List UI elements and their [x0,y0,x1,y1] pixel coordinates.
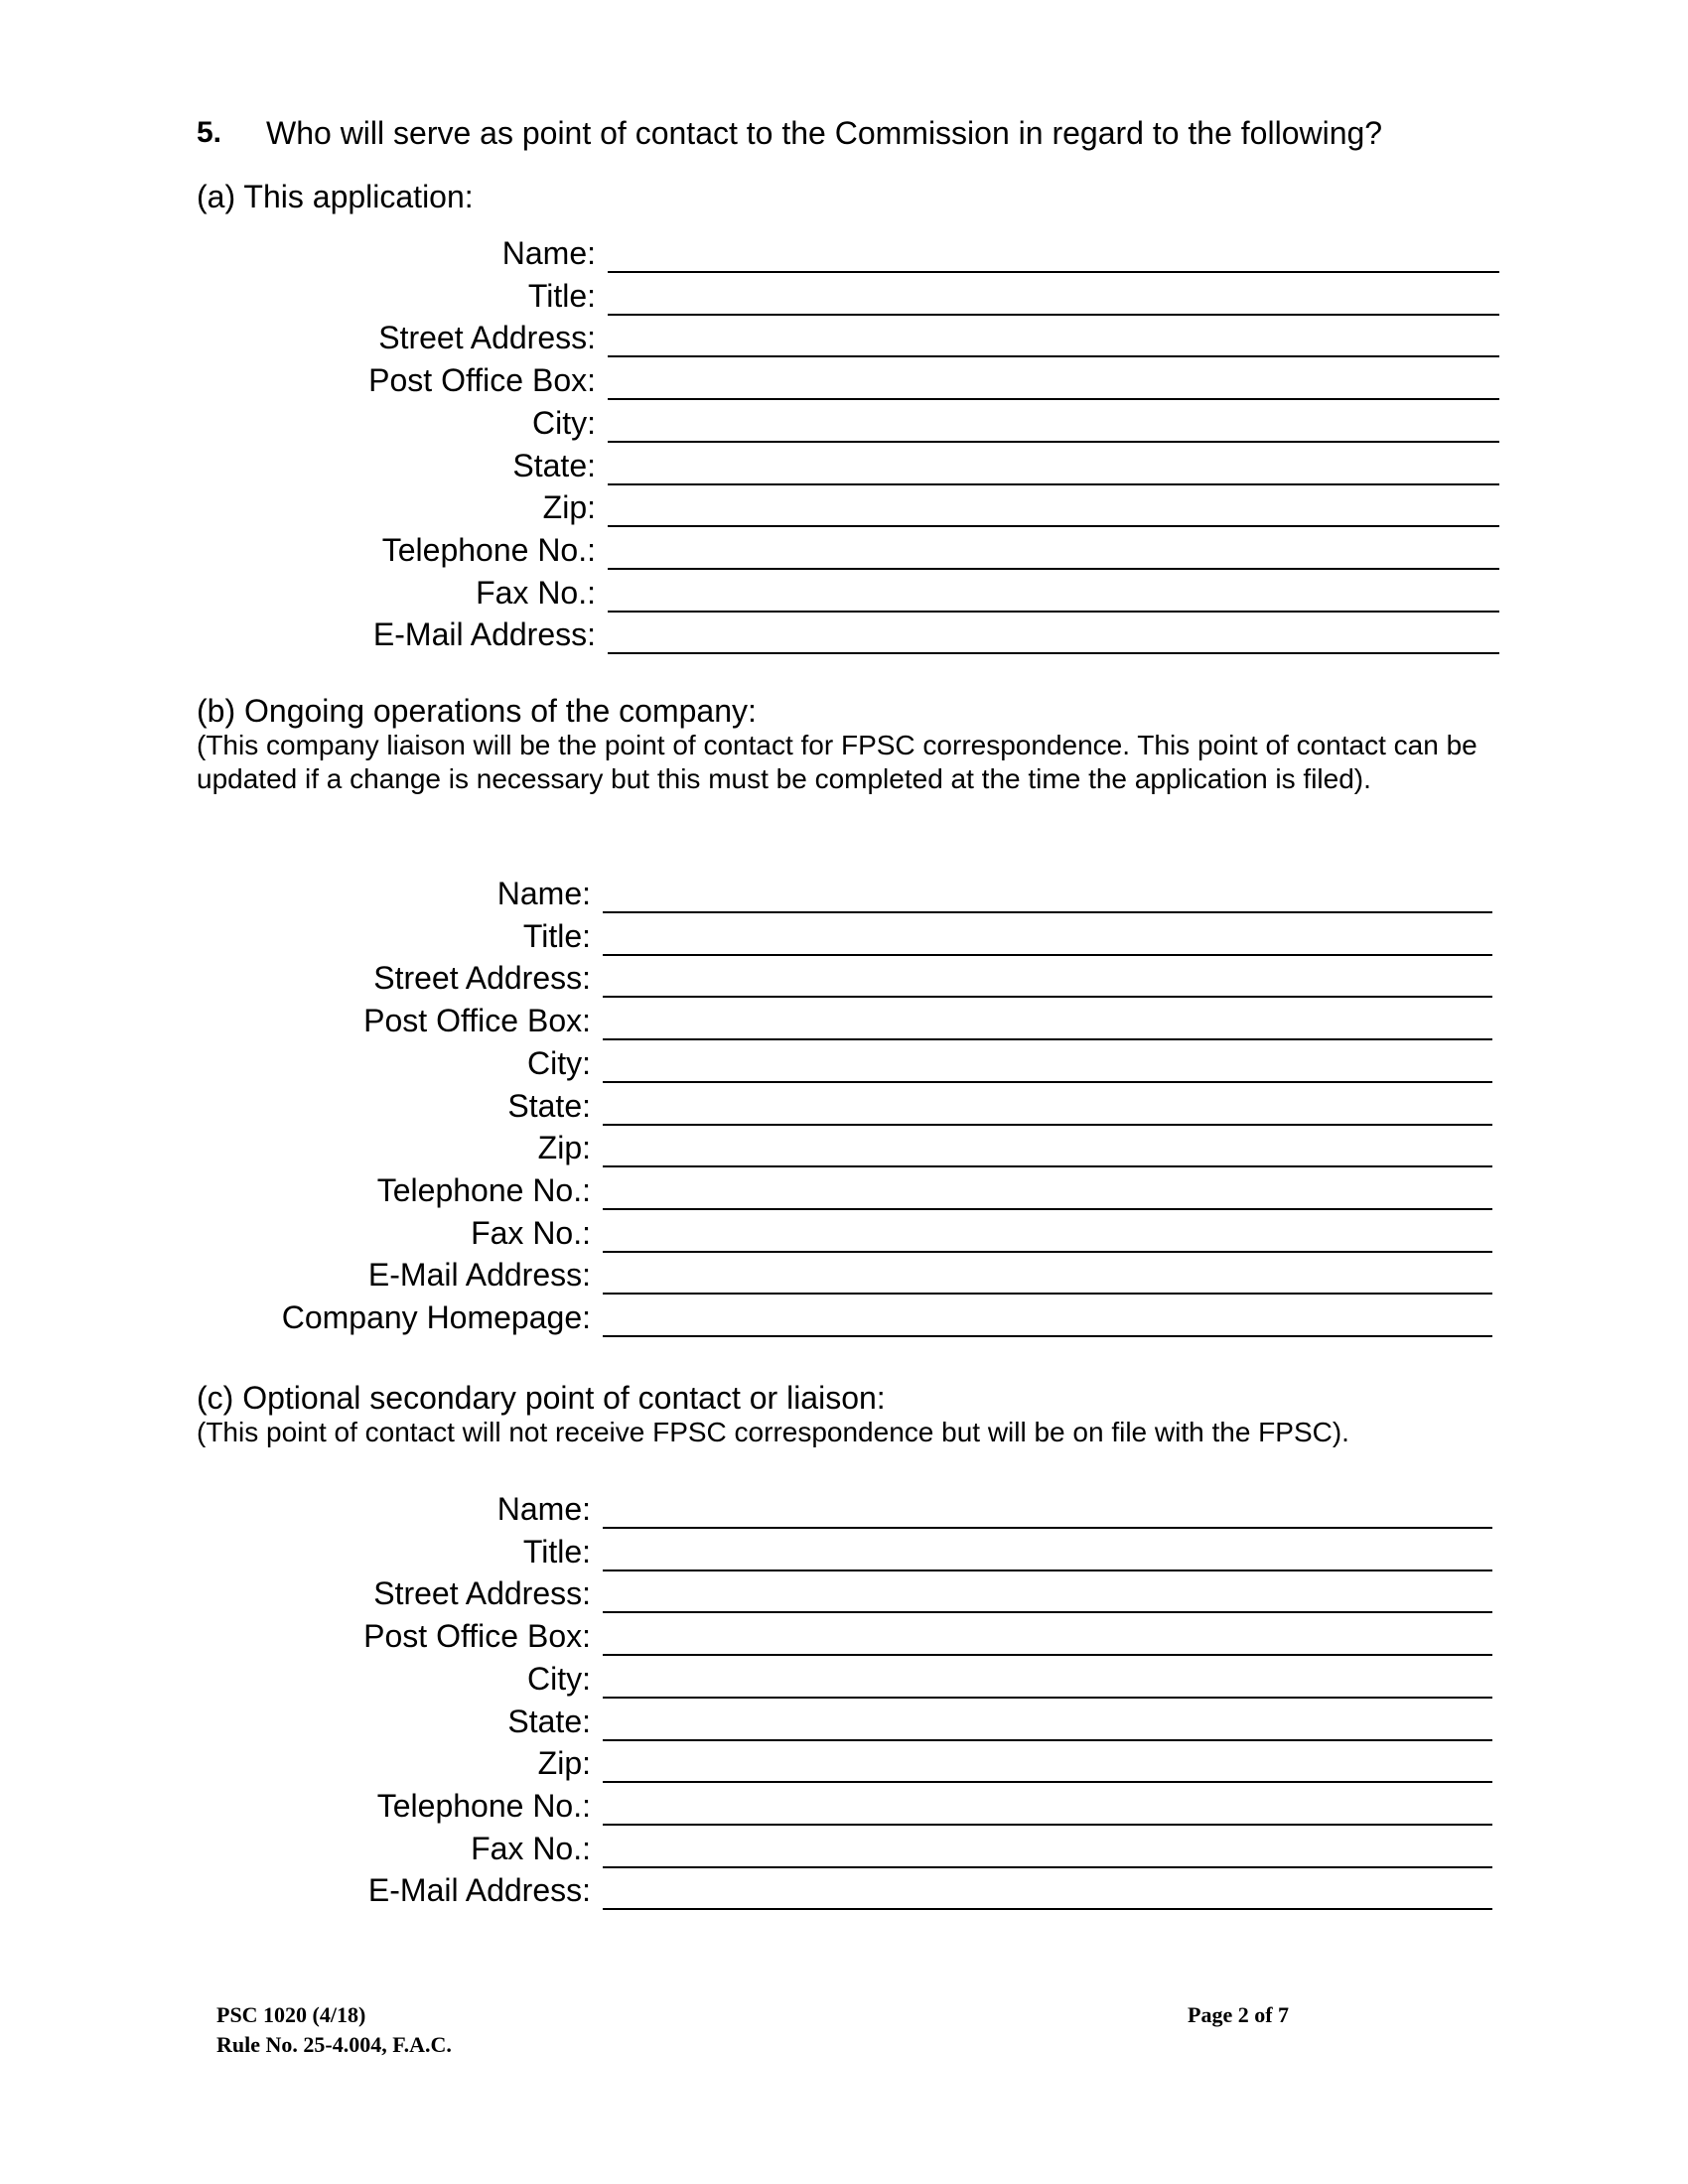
field-label-city: City: [532,404,596,441]
field-label-name: Name: [496,1491,591,1527]
field-input-line-fax-no[interactable] [603,1251,1492,1253]
field-row-street-address [0,956,1492,999]
field-input-line-name[interactable] [603,1527,1492,1529]
field-label-post-office-box: Post Office Box: [363,1003,591,1039]
field-row-fax-no [0,1827,1492,1869]
field-input-line-telephone-no[interactable] [603,1824,1492,1826]
field-label-company-homepage: Company Homepage: [281,1299,591,1335]
field-input-line-fax-no[interactable] [603,1866,1492,1868]
field-label-street-address: Street Address: [373,960,591,997]
field-row-name [0,872,1492,914]
field-row-company-homepage [0,1296,1492,1338]
field-label-name: Name: [496,876,591,911]
field-input-line-fax-no[interactable] [608,611,1499,613]
field-label-fax-no: Fax No.: [471,1830,591,1866]
field-label-title: Title: [522,917,591,954]
field-input-line-city[interactable] [603,1697,1492,1699]
field-input-line-e-mail-address[interactable] [603,1908,1492,1910]
field-input-line-telephone-no[interactable] [603,1208,1492,1210]
field-input-line-telephone-no[interactable] [608,568,1499,570]
field-input-line-post-office-box[interactable] [603,1038,1492,1040]
field-input-line-street-address[interactable] [603,1611,1492,1613]
field-row-title [0,274,1499,317]
field-row-name [0,1487,1492,1530]
field-row-state [0,1084,1492,1127]
field-label-city: City: [527,1044,591,1081]
field-label-name: Name: [501,235,596,271]
field-input-line-post-office-box[interactable] [603,1654,1492,1656]
field-input-line-zip[interactable] [608,525,1499,527]
field-label-city: City: [527,1660,591,1697]
field-input-line-title[interactable] [603,1570,1492,1571]
field-label-post-office-box: Post Office Box: [368,362,596,399]
field-input-line-e-mail-address[interactable] [603,1293,1492,1295]
field-label-post-office-box: Post Office Box: [363,1618,591,1655]
footer-rule: Rule No. 25-4.004, F.A.C. [216,2032,452,2057]
field-label-e-mail-address: E-Mail Address: [372,616,596,653]
field-input-line-city[interactable] [608,441,1499,443]
field-label-telephone-no: Telephone No.: [376,1787,591,1824]
footer-page-number: Page 2 of 7 [1188,2002,1290,2027]
field-label-title: Title: [522,1533,591,1570]
section-b-note: (This company liaison will be the point of contact for FPSC correspondence. This point of contact can be updated if a change is necessary but this must be completed at the time the application is filed). [197,730,1477,794]
field-label-telephone-no: Telephone No.: [376,1171,591,1208]
field-label-street-address: Street Address: [378,320,596,356]
field-input-line-city[interactable] [603,1081,1492,1083]
field-row-telephone-no [0,528,1499,571]
question-number: 5. [197,116,222,149]
field-label-title: Title: [527,277,596,314]
field-input-line-street-address[interactable] [603,996,1492,998]
field-row-state [0,444,1499,486]
field-row-telephone-no [0,1168,1492,1211]
field-input-line-name[interactable] [608,271,1499,273]
field-input-line-street-address[interactable] [608,355,1499,357]
field-row-zip [0,1741,1492,1784]
field-label-state: State: [507,1087,591,1124]
field-row-street-address [0,316,1499,358]
section-c-heading: (c) Optional secondary point of contact or liaison: [197,1380,886,1416]
field-input-line-state[interactable] [603,1124,1492,1126]
field-row-e-mail-address [0,1868,1492,1911]
field-input-line-post-office-box[interactable] [608,398,1499,400]
field-row-city [0,401,1499,444]
section-b-heading: (b) Ongoing operations of the company: [197,693,757,729]
field-input-line-e-mail-address[interactable] [608,652,1499,654]
field-input-line-zip[interactable] [603,1165,1492,1167]
field-row-title [0,1530,1492,1572]
field-label-state: State: [507,1703,591,1739]
field-label-e-mail-address: E-Mail Address: [367,1257,591,1294]
field-label-zip: Zip: [537,1130,591,1166]
footer-form-info [216,2000,452,2060]
field-label-fax-no: Fax No.: [471,1214,591,1251]
field-input-line-state[interactable] [608,483,1499,485]
field-row-fax-no [0,1211,1492,1254]
field-input-line-name[interactable] [603,911,1492,913]
question-text: Who will serve as point of contact to the Commission in regard to the following? [266,115,1383,151]
field-row-name [0,231,1499,274]
field-row-city [0,1041,1492,1084]
section-a-heading: (a) This application: [197,179,474,214]
field-row-zip [0,485,1499,528]
field-label-e-mail-address: E-Mail Address: [367,1872,591,1909]
field-row-city [0,1657,1492,1700]
field-row-fax-no [0,571,1499,614]
field-row-telephone-no [0,1784,1492,1827]
field-input-line-state[interactable] [603,1739,1492,1741]
footer-form-id: PSC 1020 (4/18) [216,2002,366,2027]
field-label-state: State: [512,447,596,483]
field-label-zip: Zip: [542,489,596,526]
field-row-post-office-box [0,358,1499,401]
field-input-line-title[interactable] [603,954,1492,956]
field-label-telephone-no: Telephone No.: [381,531,596,568]
field-row-post-office-box [0,1614,1492,1657]
field-label-zip: Zip: [537,1745,591,1782]
field-row-post-office-box [0,999,1492,1041]
field-label-fax-no: Fax No.: [476,574,596,611]
field-input-line-company-homepage[interactable] [603,1335,1492,1337]
field-label-street-address: Street Address: [373,1575,591,1612]
field-row-street-address [0,1571,1492,1614]
field-row-zip [0,1126,1492,1168]
field-input-line-title[interactable] [608,314,1499,316]
field-row-state [0,1700,1492,1742]
field-row-e-mail-address [0,613,1499,655]
section-c-note: (This point of contact will not receive FPSC correspondence but will be on file with the FPSC). [197,1417,1349,1447]
field-input-line-zip[interactable] [603,1781,1492,1783]
field-row-title [0,914,1492,957]
field-row-e-mail-address [0,1253,1492,1296]
